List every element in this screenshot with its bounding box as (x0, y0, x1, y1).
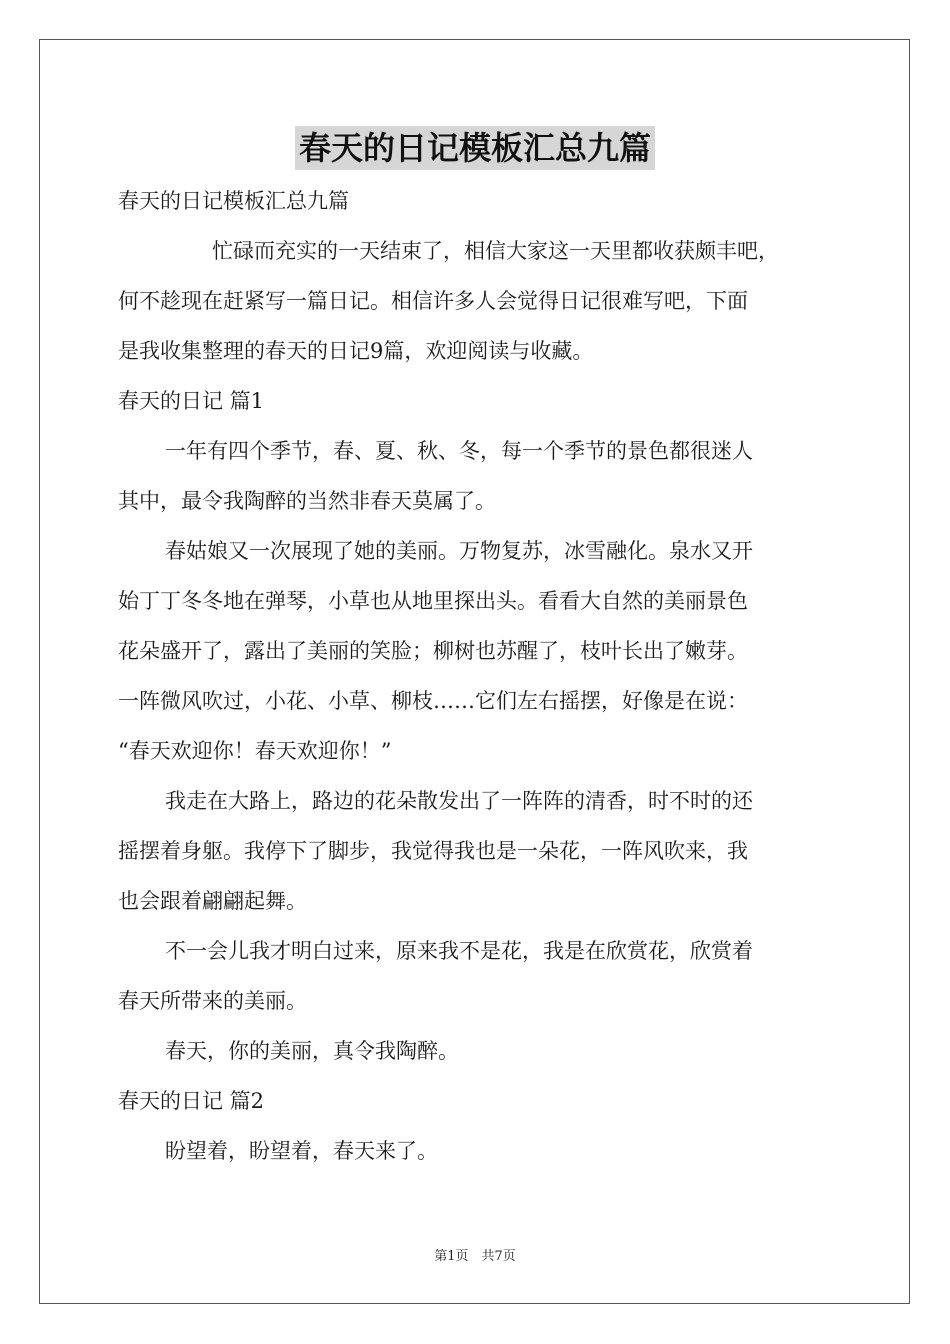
text-line: “春天欢迎你！春天欢迎你！” (118, 739, 392, 763)
text-line: 春天，你的美丽，真令我陶醉。 (165, 1039, 459, 1063)
text-line: 不一会儿我才明白过来，原来我不是花，我是在欣赏花，欣赏着 (165, 939, 753, 963)
text-line: 我走在大路上，路边的花朵散发出了一阵阵的清香，时不时的还 (165, 789, 753, 813)
page-footer: 第1页 共7页 (434, 1249, 516, 1264)
text-line: 春天的日记模板汇总九篇 (118, 189, 349, 213)
text-line: 一年有四个季节，春、夏、秋、冬，每一个季节的景色都很迷人 (165, 439, 753, 463)
text-line: 一阵微风吹过，小花、小草、柳枝……它们左右摇摆，好像是在说： (118, 689, 748, 713)
text-line: 是我收集整理的春天的日记9篇，欢迎阅读与收藏。 (118, 339, 594, 363)
text-line: 何不趁现在赶紧写一篇日记。相信许多人会觉得日记很难写吧，下面 (118, 289, 748, 313)
document-title: 春天的日记模板汇总九篇 (295, 126, 655, 170)
section-heading: 春天的日记 篇1 (118, 389, 265, 413)
section-heading: 春天的日记 篇2 (118, 1089, 265, 1113)
text-line: 始丁丁冬冬地在弹琴，小草也从地里探出头。看看大自然的美丽景色 (118, 589, 748, 613)
text-line: 花朵盛开了，露出了美丽的笑脸；柳树也苏醒了，枝叶长出了嫩芽。 (118, 639, 748, 663)
document-body (118, 176, 838, 1176)
text-line: 也会跟着翩翩起舞。 (118, 889, 307, 913)
text-line: 忙碌而充实的一天结束了，相信大家这一天里都收获颇丰吧， (212, 239, 779, 263)
text-line: 摇摆着身躯。我停下了脚步，我觉得我也是一朵花，一阵风吹来，我 (118, 839, 748, 863)
title-container (0, 126, 950, 170)
text-line: 春姑娘又一次展现了她的美丽。万物复苏，冰雪融化。泉水又开 (165, 539, 753, 563)
text-line: 盼望着，盼望着，春天来了。 (165, 1139, 438, 1163)
text-line: 春天所带来的美丽。 (118, 989, 307, 1013)
text-line: 其中，最令我陶醉的当然非春天莫属了。 (118, 489, 496, 513)
